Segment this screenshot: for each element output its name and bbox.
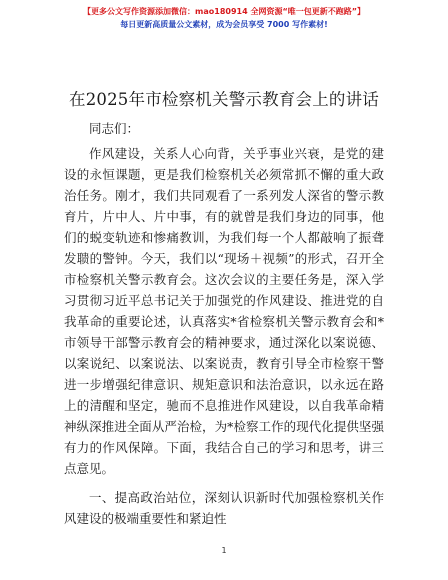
promo-banner-line-1: 【更多公文写作资源添加微信：mao180914 全网资源“唯一包更新不跑路”】: [83, 7, 365, 16]
section-heading-1: 一、提高政治站位，深刻认识新时代加强检察机关作风建设的极端重要性和紧迫性: [64, 490, 384, 526]
document-title: 在2025年市检察机关警示教育会上的讲话: [69, 90, 379, 109]
promo-banner: [0, 6, 448, 30]
promo-banner-line-2: 每日更新高质量公文素材，成为会员享受 7000 写作素材!: [120, 20, 328, 29]
greeting: 同志们：: [89, 121, 140, 136]
body-paragraph: 作风建设，关系人心向背，关乎事业兴衰，是党的建设的永恒课题，更是我们检察机关必须常抓不懈的重大政治任务。刚才，我们共同观看了一系列发人深省的警示教育片，片中人、片中事，有的就曾是我们身边的同事，他们的蜕变轨迹和惨痛教训，为我们每一个人都敲响了振聋发聩的警钟。今天，我们以“现场＋视频”的形式，召开全市检察机关警示教育会。这次会议的主要任务是，深入学习贯彻习近平总书记关于加强党的作风建设、推进党的自我革命的重要论述，认真落实*省检察机关警示教育会和*市领导干部警示教育会的精神要求，通过深化以案说德、以案说纪、以案说法、以案说责，教育引导全市检察干警进一步增强纪律意识、规矩意识和法治意识，以永远在路上的清醒和坚定，驰而不息推进作风建设，以自我革命精神纵深推进全面从严治检，为*检察工作的现代化提供坚强有力的作风保障。下面，我结合自己的学习和思考，讲三点意见。: [64, 146, 384, 476]
page-number: 1: [221, 546, 227, 555]
document-body: [64, 118, 384, 529]
